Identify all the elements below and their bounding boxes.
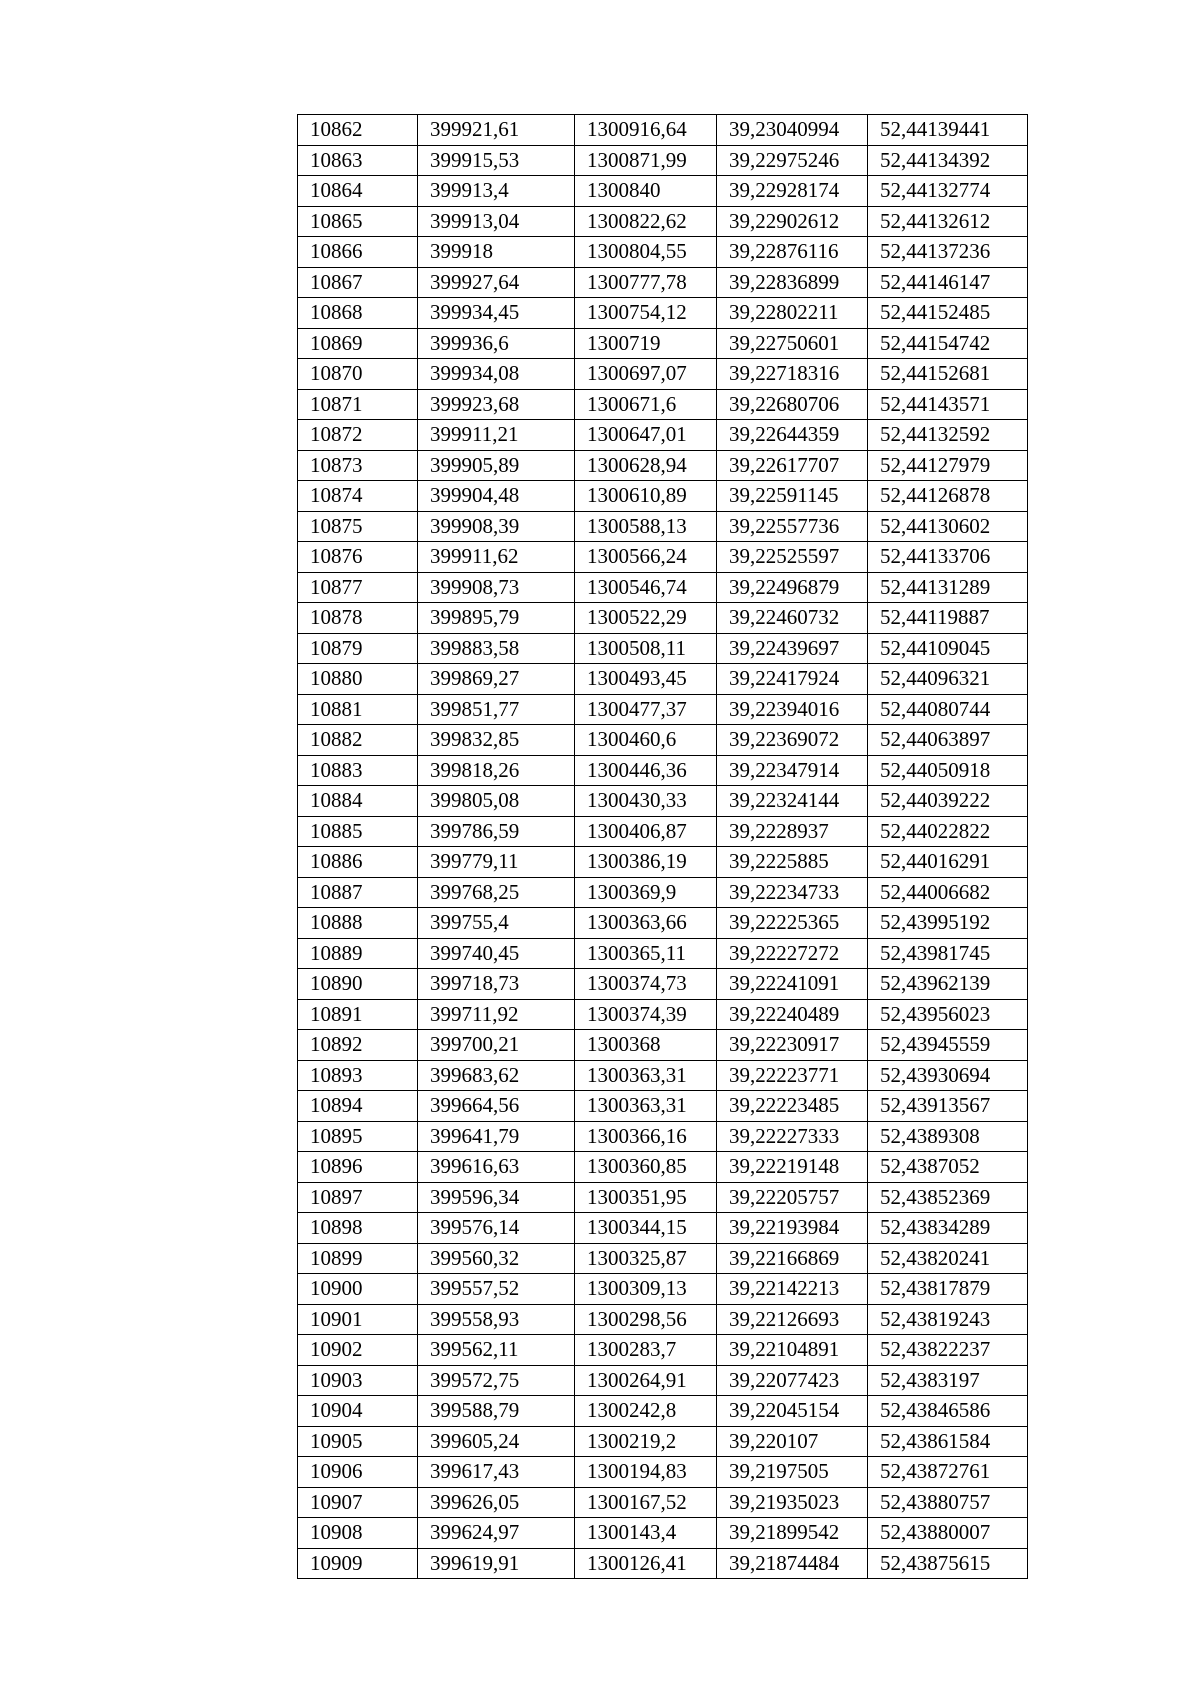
latitude-cell: 39,22234733	[717, 877, 868, 908]
table-row	[298, 206, 1028, 237]
x-coordinate-cell: 399883,58	[418, 633, 575, 664]
point-number-cell: 10883	[298, 755, 418, 786]
y-coordinate-cell: 1300493,45	[575, 664, 717, 695]
point-number-cell: 10891	[298, 999, 418, 1030]
latitude-cell: 39,2228937	[717, 816, 868, 847]
y-coordinate-cell: 1300546,74	[575, 572, 717, 603]
longitude-cell: 52,44133706	[868, 542, 1028, 573]
point-number-cell: 10896	[298, 1152, 418, 1183]
table-row	[298, 1487, 1028, 1518]
latitude-cell: 39,22417924	[717, 664, 868, 695]
latitude-cell: 39,22227333	[717, 1121, 868, 1152]
y-coordinate-cell: 1300363,66	[575, 908, 717, 939]
y-coordinate-cell: 1300754,12	[575, 298, 717, 329]
table-row	[298, 115, 1028, 146]
point-number-cell: 10874	[298, 481, 418, 512]
latitude-cell: 39,22876116	[717, 237, 868, 268]
point-number-cell: 10902	[298, 1335, 418, 1366]
point-number-cell: 10887	[298, 877, 418, 908]
longitude-cell: 52,44109045	[868, 633, 1028, 664]
point-number-cell: 10892	[298, 1030, 418, 1061]
point-number-cell: 10878	[298, 603, 418, 634]
x-coordinate-cell: 399934,08	[418, 359, 575, 390]
table-row	[298, 1365, 1028, 1396]
point-number-cell: 10877	[298, 572, 418, 603]
latitude-cell: 39,22460732	[717, 603, 868, 634]
y-coordinate-cell: 1300219,2	[575, 1426, 717, 1457]
y-coordinate-cell: 1300508,11	[575, 633, 717, 664]
latitude-cell: 39,22644359	[717, 420, 868, 451]
table-row	[298, 572, 1028, 603]
point-number-cell: 10866	[298, 237, 418, 268]
x-coordinate-cell: 399626,05	[418, 1487, 575, 1518]
y-coordinate-cell: 1300309,13	[575, 1274, 717, 1305]
table-row	[298, 1243, 1028, 1274]
latitude-cell: 39,22227272	[717, 938, 868, 969]
y-coordinate-cell: 1300406,87	[575, 816, 717, 847]
table-row	[298, 694, 1028, 725]
latitude-cell: 39,2225885	[717, 847, 868, 878]
latitude-cell: 39,22617707	[717, 450, 868, 481]
latitude-cell: 39,22557736	[717, 511, 868, 542]
point-number-cell: 10900	[298, 1274, 418, 1305]
latitude-cell: 39,22928174	[717, 176, 868, 207]
y-coordinate-cell: 1300588,13	[575, 511, 717, 542]
x-coordinate-cell: 399576,14	[418, 1213, 575, 1244]
table-row	[298, 725, 1028, 756]
y-coordinate-cell: 1300363,31	[575, 1091, 717, 1122]
table-row	[298, 359, 1028, 390]
x-coordinate-cell: 399588,79	[418, 1396, 575, 1427]
x-coordinate-cell: 399936,6	[418, 328, 575, 359]
x-coordinate-cell: 399911,62	[418, 542, 575, 573]
x-coordinate-cell: 399641,79	[418, 1121, 575, 1152]
y-coordinate-cell: 1300351,95	[575, 1182, 717, 1213]
y-coordinate-cell: 1300697,07	[575, 359, 717, 390]
point-number-cell: 10882	[298, 725, 418, 756]
point-number-cell: 10885	[298, 816, 418, 847]
x-coordinate-cell: 399832,85	[418, 725, 575, 756]
x-coordinate-cell: 399818,26	[418, 755, 575, 786]
longitude-cell: 52,43962139	[868, 969, 1028, 1000]
y-coordinate-cell: 1300369,9	[575, 877, 717, 908]
point-number-cell: 10893	[298, 1060, 418, 1091]
longitude-cell: 52,44146147	[868, 267, 1028, 298]
table-row	[298, 1518, 1028, 1549]
longitude-cell: 52,44137236	[868, 237, 1028, 268]
point-number-cell: 10886	[298, 847, 418, 878]
x-coordinate-cell: 399934,45	[418, 298, 575, 329]
x-coordinate-cell: 399918	[418, 237, 575, 268]
longitude-cell: 52,44022822	[868, 816, 1028, 847]
latitude-cell: 39,22439697	[717, 633, 868, 664]
table-row	[298, 450, 1028, 481]
point-number-cell: 10903	[298, 1365, 418, 1396]
table-row	[298, 816, 1028, 847]
y-coordinate-cell: 1300368	[575, 1030, 717, 1061]
longitude-cell: 52,43817879	[868, 1274, 1028, 1305]
x-coordinate-cell: 399805,08	[418, 786, 575, 817]
x-coordinate-cell: 399664,56	[418, 1091, 575, 1122]
latitude-cell: 39,22975246	[717, 145, 868, 176]
x-coordinate-cell: 399869,27	[418, 664, 575, 695]
latitude-cell: 39,220107	[717, 1426, 868, 1457]
latitude-cell: 39,22230917	[717, 1030, 868, 1061]
point-number-cell: 10907	[298, 1487, 418, 1518]
longitude-cell: 52,43872761	[868, 1457, 1028, 1488]
y-coordinate-cell: 1300283,7	[575, 1335, 717, 1366]
y-coordinate-cell: 1300916,64	[575, 115, 717, 146]
y-coordinate-cell: 1300344,15	[575, 1213, 717, 1244]
longitude-cell: 52,43875615	[868, 1548, 1028, 1579]
longitude-cell: 52,43820241	[868, 1243, 1028, 1274]
y-coordinate-cell: 1300374,39	[575, 999, 717, 1030]
y-coordinate-cell: 1300628,94	[575, 450, 717, 481]
latitude-cell: 39,22902612	[717, 206, 868, 237]
x-coordinate-cell: 399619,91	[418, 1548, 575, 1579]
table-row	[298, 1030, 1028, 1061]
table-row	[298, 481, 1028, 512]
x-coordinate-cell: 399786,59	[418, 816, 575, 847]
point-number-cell: 10873	[298, 450, 418, 481]
longitude-cell: 52,44080744	[868, 694, 1028, 725]
point-number-cell: 10888	[298, 908, 418, 939]
y-coordinate-cell: 1300430,33	[575, 786, 717, 817]
latitude-cell: 39,22394016	[717, 694, 868, 725]
longitude-cell: 52,43981745	[868, 938, 1028, 969]
x-coordinate-cell: 399560,32	[418, 1243, 575, 1274]
y-coordinate-cell: 1300460,6	[575, 725, 717, 756]
latitude-cell: 39,22104891	[717, 1335, 868, 1366]
latitude-cell: 39,22802211	[717, 298, 868, 329]
point-number-cell: 10870	[298, 359, 418, 390]
x-coordinate-cell: 399768,25	[418, 877, 575, 908]
x-coordinate-cell: 399913,4	[418, 176, 575, 207]
x-coordinate-cell: 399908,39	[418, 511, 575, 542]
longitude-cell: 52,4389308	[868, 1121, 1028, 1152]
table-row	[298, 908, 1028, 939]
latitude-cell: 39,22718316	[717, 359, 868, 390]
latitude-cell: 39,22166869	[717, 1243, 868, 1274]
point-number-cell: 10906	[298, 1457, 418, 1488]
y-coordinate-cell: 1300822,62	[575, 206, 717, 237]
longitude-cell: 52,43956023	[868, 999, 1028, 1030]
latitude-cell: 39,22680706	[717, 389, 868, 420]
point-number-cell: 10905	[298, 1426, 418, 1457]
table-row	[298, 1060, 1028, 1091]
point-number-cell: 10863	[298, 145, 418, 176]
x-coordinate-cell: 399683,62	[418, 1060, 575, 1091]
x-coordinate-cell: 399718,73	[418, 969, 575, 1000]
x-coordinate-cell: 399755,4	[418, 908, 575, 939]
x-coordinate-cell: 399616,63	[418, 1152, 575, 1183]
table-row	[298, 877, 1028, 908]
y-coordinate-cell: 1300671,6	[575, 389, 717, 420]
table-row	[298, 511, 1028, 542]
y-coordinate-cell: 1300386,19	[575, 847, 717, 878]
table-row	[298, 1396, 1028, 1427]
x-coordinate-cell: 399851,77	[418, 694, 575, 725]
point-number-cell: 10872	[298, 420, 418, 451]
y-coordinate-cell: 1300366,16	[575, 1121, 717, 1152]
y-coordinate-cell: 1300194,83	[575, 1457, 717, 1488]
y-coordinate-cell: 1300167,52	[575, 1487, 717, 1518]
longitude-cell: 52,44096321	[868, 664, 1028, 695]
table-row	[298, 267, 1028, 298]
longitude-cell: 52,43852369	[868, 1182, 1028, 1213]
table-row	[298, 1548, 1028, 1579]
coordinates-table	[297, 114, 1028, 1579]
latitude-cell: 39,22836899	[717, 267, 868, 298]
latitude-cell: 39,22750601	[717, 328, 868, 359]
table-row	[298, 938, 1028, 969]
table-row	[298, 1152, 1028, 1183]
point-number-cell: 10898	[298, 1213, 418, 1244]
x-coordinate-cell: 399562,11	[418, 1335, 575, 1366]
latitude-cell: 39,22223771	[717, 1060, 868, 1091]
latitude-cell: 39,22223485	[717, 1091, 868, 1122]
longitude-cell: 52,44143571	[868, 389, 1028, 420]
point-number-cell: 10875	[298, 511, 418, 542]
x-coordinate-cell: 399921,61	[418, 115, 575, 146]
y-coordinate-cell: 1300719	[575, 328, 717, 359]
point-number-cell: 10868	[298, 298, 418, 329]
table-row	[298, 542, 1028, 573]
table-row	[298, 298, 1028, 329]
x-coordinate-cell: 399558,93	[418, 1304, 575, 1335]
longitude-cell: 52,43834289	[868, 1213, 1028, 1244]
table-row	[298, 328, 1028, 359]
y-coordinate-cell: 1300610,89	[575, 481, 717, 512]
longitude-cell: 52,44126878	[868, 481, 1028, 512]
x-coordinate-cell: 399913,04	[418, 206, 575, 237]
table-row	[298, 969, 1028, 1000]
point-number-cell: 10869	[298, 328, 418, 359]
x-coordinate-cell: 399557,52	[418, 1274, 575, 1305]
longitude-cell: 52,43930694	[868, 1060, 1028, 1091]
point-number-cell: 10865	[298, 206, 418, 237]
y-coordinate-cell: 1300143,4	[575, 1518, 717, 1549]
x-coordinate-cell: 399779,11	[418, 847, 575, 878]
longitude-cell: 52,44039222	[868, 786, 1028, 817]
point-number-cell: 10908	[298, 1518, 418, 1549]
y-coordinate-cell: 1300325,87	[575, 1243, 717, 1274]
longitude-cell: 52,44131289	[868, 572, 1028, 603]
longitude-cell: 52,44050918	[868, 755, 1028, 786]
latitude-cell: 39,22241091	[717, 969, 868, 1000]
y-coordinate-cell: 1300522,29	[575, 603, 717, 634]
x-coordinate-cell: 399923,68	[418, 389, 575, 420]
longitude-cell: 52,44154742	[868, 328, 1028, 359]
y-coordinate-cell: 1300363,31	[575, 1060, 717, 1091]
y-coordinate-cell: 1300647,01	[575, 420, 717, 451]
latitude-cell: 39,22126693	[717, 1304, 868, 1335]
longitude-cell: 52,44130602	[868, 511, 1028, 542]
x-coordinate-cell: 399740,45	[418, 938, 575, 969]
x-coordinate-cell: 399895,79	[418, 603, 575, 634]
longitude-cell: 52,43880007	[868, 1518, 1028, 1549]
longitude-cell: 52,44132592	[868, 420, 1028, 451]
longitude-cell: 52,44132612	[868, 206, 1028, 237]
table-row	[298, 755, 1028, 786]
latitude-cell: 39,22240489	[717, 999, 868, 1030]
y-coordinate-cell: 1300446,36	[575, 755, 717, 786]
table-row	[298, 389, 1028, 420]
point-number-cell: 10871	[298, 389, 418, 420]
x-coordinate-cell: 399908,73	[418, 572, 575, 603]
y-coordinate-cell: 1300777,78	[575, 267, 717, 298]
latitude-cell: 39,23040994	[717, 115, 868, 146]
table-row	[298, 664, 1028, 695]
point-number-cell: 10899	[298, 1243, 418, 1274]
table-row	[298, 1091, 1028, 1122]
longitude-cell: 52,4383197	[868, 1365, 1028, 1396]
latitude-cell: 39,22193984	[717, 1213, 868, 1244]
longitude-cell: 52,43861584	[868, 1426, 1028, 1457]
x-coordinate-cell: 399711,92	[418, 999, 575, 1030]
latitude-cell: 39,22369072	[717, 725, 868, 756]
longitude-cell: 52,44152485	[868, 298, 1028, 329]
point-number-cell: 10890	[298, 969, 418, 1000]
table-row	[298, 1121, 1028, 1152]
latitude-cell: 39,2197505	[717, 1457, 868, 1488]
table-row	[298, 633, 1028, 664]
coordinates-table-body	[298, 115, 1028, 1579]
latitude-cell: 39,22347914	[717, 755, 868, 786]
longitude-cell: 52,44016291	[868, 847, 1028, 878]
y-coordinate-cell: 1300242,8	[575, 1396, 717, 1427]
y-coordinate-cell: 1300871,99	[575, 145, 717, 176]
table-row	[298, 237, 1028, 268]
y-coordinate-cell: 1300360,85	[575, 1152, 717, 1183]
latitude-cell: 39,22142213	[717, 1274, 868, 1305]
x-coordinate-cell: 399700,21	[418, 1030, 575, 1061]
point-number-cell: 10904	[298, 1396, 418, 1427]
longitude-cell: 52,43913567	[868, 1091, 1028, 1122]
y-coordinate-cell: 1300566,24	[575, 542, 717, 573]
point-number-cell: 10909	[298, 1548, 418, 1579]
y-coordinate-cell: 1300804,55	[575, 237, 717, 268]
y-coordinate-cell: 1300365,11	[575, 938, 717, 969]
longitude-cell: 52,4387052	[868, 1152, 1028, 1183]
point-number-cell: 10879	[298, 633, 418, 664]
table-row	[298, 420, 1028, 451]
y-coordinate-cell: 1300374,73	[575, 969, 717, 1000]
table-row	[298, 1213, 1028, 1244]
longitude-cell: 52,44063897	[868, 725, 1028, 756]
point-number-cell: 10881	[298, 694, 418, 725]
latitude-cell: 39,22225365	[717, 908, 868, 939]
table-row	[298, 847, 1028, 878]
latitude-cell: 39,22324144	[717, 786, 868, 817]
x-coordinate-cell: 399624,97	[418, 1518, 575, 1549]
x-coordinate-cell: 399927,64	[418, 267, 575, 298]
y-coordinate-cell: 1300298,56	[575, 1304, 717, 1335]
longitude-cell: 52,43822237	[868, 1335, 1028, 1366]
y-coordinate-cell: 1300264,91	[575, 1365, 717, 1396]
table-row	[298, 786, 1028, 817]
table-row	[298, 1426, 1028, 1457]
latitude-cell: 39,22219148	[717, 1152, 868, 1183]
longitude-cell: 52,43819243	[868, 1304, 1028, 1335]
point-number-cell: 10867	[298, 267, 418, 298]
longitude-cell: 52,44134392	[868, 145, 1028, 176]
point-number-cell: 10895	[298, 1121, 418, 1152]
longitude-cell: 52,44139441	[868, 115, 1028, 146]
table-row	[298, 603, 1028, 634]
y-coordinate-cell: 1300840	[575, 176, 717, 207]
longitude-cell: 52,44152681	[868, 359, 1028, 390]
longitude-cell: 52,44119887	[868, 603, 1028, 634]
latitude-cell: 39,22077423	[717, 1365, 868, 1396]
latitude-cell: 39,22591145	[717, 481, 868, 512]
longitude-cell: 52,44132774	[868, 176, 1028, 207]
point-number-cell: 10864	[298, 176, 418, 207]
x-coordinate-cell: 399605,24	[418, 1426, 575, 1457]
point-number-cell: 10880	[298, 664, 418, 695]
y-coordinate-cell: 1300477,37	[575, 694, 717, 725]
x-coordinate-cell: 399905,89	[418, 450, 575, 481]
x-coordinate-cell: 399572,75	[418, 1365, 575, 1396]
latitude-cell: 39,22496879	[717, 572, 868, 603]
point-number-cell: 10884	[298, 786, 418, 817]
x-coordinate-cell: 399911,21	[418, 420, 575, 451]
latitude-cell: 39,21935023	[717, 1487, 868, 1518]
longitude-cell: 52,43880757	[868, 1487, 1028, 1518]
longitude-cell: 52,43846586	[868, 1396, 1028, 1427]
latitude-cell: 39,21874484	[717, 1548, 868, 1579]
x-coordinate-cell: 399915,53	[418, 145, 575, 176]
point-number-cell: 10901	[298, 1304, 418, 1335]
table-row	[298, 176, 1028, 207]
x-coordinate-cell: 399617,43	[418, 1457, 575, 1488]
longitude-cell: 52,43995192	[868, 908, 1028, 939]
table-row	[298, 1335, 1028, 1366]
latitude-cell: 39,21899542	[717, 1518, 868, 1549]
point-number-cell: 10876	[298, 542, 418, 573]
x-coordinate-cell: 399596,34	[418, 1182, 575, 1213]
point-number-cell: 10894	[298, 1091, 418, 1122]
table-row	[298, 1457, 1028, 1488]
table-row	[298, 1274, 1028, 1305]
table-row	[298, 999, 1028, 1030]
x-coordinate-cell: 399904,48	[418, 481, 575, 512]
point-number-cell: 10862	[298, 115, 418, 146]
table-row	[298, 1304, 1028, 1335]
point-number-cell: 10897	[298, 1182, 418, 1213]
point-number-cell: 10889	[298, 938, 418, 969]
latitude-cell: 39,22525597	[717, 542, 868, 573]
longitude-cell: 52,44006682	[868, 877, 1028, 908]
table-row	[298, 1182, 1028, 1213]
y-coordinate-cell: 1300126,41	[575, 1548, 717, 1579]
table-row	[298, 145, 1028, 176]
longitude-cell: 52,43945559	[868, 1030, 1028, 1061]
longitude-cell: 52,44127979	[868, 450, 1028, 481]
latitude-cell: 39,22205757	[717, 1182, 868, 1213]
latitude-cell: 39,22045154	[717, 1396, 868, 1427]
